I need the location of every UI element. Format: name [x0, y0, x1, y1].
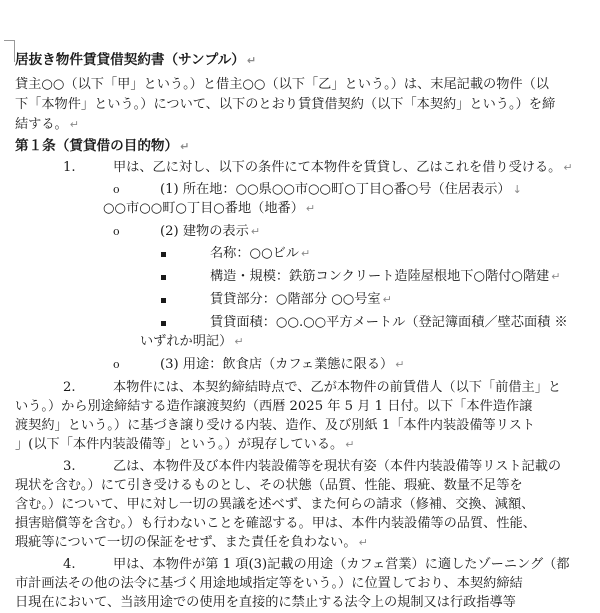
- item-4-line-3: 日現在において、当該用途での使用を直接的に禁止する法令上の規制又は行政指導等: [15, 595, 516, 610]
- paragraph-mark: ↵: [382, 293, 392, 306]
- document-title: 居抜き物件賃貸借契約書（サンプル） ↵: [15, 52, 257, 68]
- building-label: (2) 建物の表示 ↵: [160, 224, 261, 239]
- usage-line: (3) 用途：飲食店（カフェ業態に限る） ↵: [160, 357, 405, 372]
- item-1-number: 1.: [63, 160, 76, 175]
- sub-list-marker: o: [113, 183, 120, 196]
- item-3-line-2: 現状を含む。）にて引き受けるものとし、その状態（品質、性能、瑕疵、数量不足等を: [15, 478, 523, 493]
- intro-line-2: 下「本物件」という。）について、以下のとおり賃貸借契約（以下「本契約」という。）を締: [15, 97, 556, 112]
- article-1-heading: 第１条（賃貸借の目的物） ↵: [15, 138, 190, 154]
- item-4-number: 4.: [63, 557, 76, 572]
- item-2-number: 2.: [63, 380, 76, 395]
- item-2-line-2: いう。）から別途締結する造作譲渡契約（西暦 2025 年 5 月 1 日付。以下「本件造作譲: [15, 399, 533, 414]
- paragraph-mark: ↵: [69, 118, 79, 131]
- item-2-line-1: 本物件には、本契約締結時点で、乙が本物件の前賃借人（以下「前借主」と: [113, 380, 562, 395]
- location-line-2: ○○市○○町○丁目○番地（地番） ↵: [103, 201, 316, 216]
- paragraph-mark: ↵: [551, 270, 561, 283]
- item-3-number: 3.: [63, 459, 76, 474]
- paragraph-mark: ↵: [300, 247, 311, 260]
- sub-list-marker: o: [113, 358, 120, 371]
- item-3-line-3: 含む。）について、甲に対し一切の異議を述べず、また何らの請求（修補、交換、減額、: [15, 497, 535, 512]
- margin-corner-mark-horizontal: [4, 40, 15, 41]
- item-3-line-4: 損害賠償等を含む。）も行わないことを確認する。甲は、本件内装設備等の品質、性能、: [15, 516, 536, 531]
- paragraph-mark: ↵: [345, 438, 355, 451]
- item-2-line-4: 」(以下「本件内装設備等」という。）が現存している。 ↵: [15, 437, 355, 452]
- bullet-icon: [161, 252, 166, 257]
- bullet-icon: [161, 298, 166, 303]
- bullet-icon: [161, 321, 166, 326]
- paragraph-mark: ↵: [563, 161, 573, 174]
- intro-line-3: 結する。 ↵: [15, 117, 79, 132]
- item-4-line-2: 市計画法その他の法令に基づく用途地域指定等をいう。）に位置しており、本契約締結: [15, 576, 523, 591]
- paragraph-mark: ↵: [358, 536, 368, 549]
- building-structure: 構造・規模：鉄筋コンクリート造陸屋根地下○階付○階建 ↵: [210, 269, 561, 284]
- building-area-line-1: 賃貸面積：○○.○○平方メートル（登記簿面積／壁芯面積 ※: [210, 315, 568, 330]
- item-4-line-1: 甲は、本物件が第 1 項(3)記載の用途（カフェ営業）に適したゾーニング（都: [113, 557, 570, 572]
- building-rented-part: 賃貸部分：○階部分 ○○号室 ↵: [210, 292, 392, 307]
- building-area-line-2: いずれか明記） ↵: [140, 334, 244, 349]
- line-break-mark: ↓: [512, 183, 522, 196]
- paragraph-mark: ↵: [395, 358, 405, 371]
- paragraph-mark: ↵: [246, 54, 257, 67]
- item-2-line-3: 渡契約」という。）に基づき譲り受ける内装、造作、及び別紙 1「本件内装設備等リスト: [15, 418, 536, 433]
- intro-line-1: 貸主○○（以下「甲」という。）と借主○○（以下「乙」という。）は、末尾記載の物件（以: [15, 77, 549, 92]
- sub-list-marker: o: [113, 225, 120, 238]
- paragraph-mark: ↵: [234, 335, 244, 348]
- building-name: 名称：○○ビル ↵: [210, 246, 311, 261]
- item-1-text: 甲は、乙に対し、以下の条件にて本物件を賃貸し、乙はこれを借り受ける。 ↵: [113, 160, 573, 175]
- item-3-line-1: 乙は、本物件及び本件内装設備等を現状有姿（本件内装設備等リスト記載の: [113, 459, 562, 474]
- location-line-1: (1) 所在地：○○県○○市○○町○丁目○番○号（住居表示） ↓: [160, 182, 522, 197]
- paragraph-mark: ↵: [305, 202, 316, 215]
- item-3-line-5: 瑕疵等について一切の保証をせず、また責任を負わない。 ↵: [15, 535, 368, 550]
- paragraph-mark: ↵: [250, 225, 261, 238]
- paragraph-mark: ↵: [180, 140, 190, 153]
- bullet-icon: [161, 275, 166, 280]
